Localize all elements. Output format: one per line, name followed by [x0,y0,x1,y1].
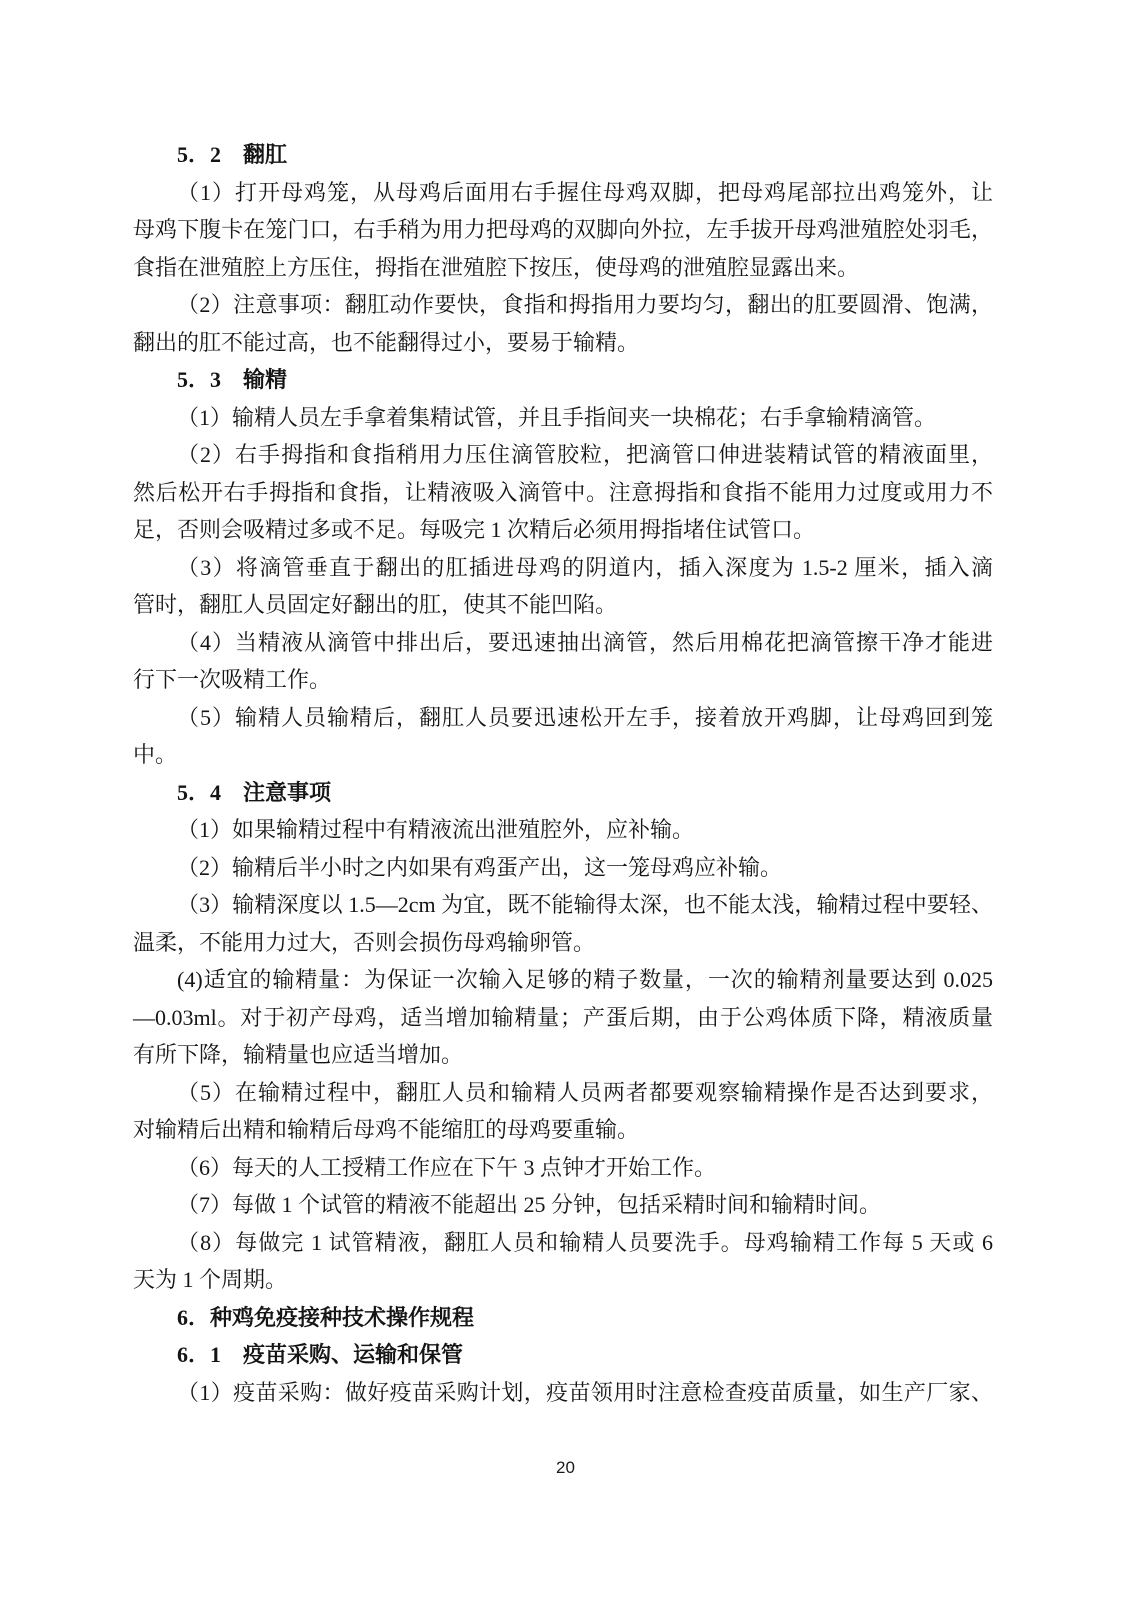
paragraph [133,961,993,1074]
text-line: 天为 1 个周期。 [133,1267,288,1292]
text-line: （1）打开母鸡笼，从母鸡后面用右手握住母鸡双脚，把母鸡尾部拉出鸡笼外，让 [177,179,993,205]
text-line: 对输精后出精和输精后母鸡不能缩肛的母鸡要重输。 [133,1117,640,1142]
section-heading [133,1299,993,1337]
section-heading [133,774,993,812]
section-heading [133,1336,993,1374]
text-line: （1）输精人员左手拿着集精试管，并且手指间夹一块棉花；右手拿输精滴管。 [177,404,937,430]
text-line: （3）将滴管垂直于翻出的肛插进母鸡的阴道内，插入深度为 1.5-2 厘米，插入滴 [177,554,993,580]
text-line: 管时，翻肛人员固定好翻出的肛，使其不能凹陷。 [133,592,618,617]
paragraph [133,174,993,287]
paragraph [133,1074,993,1149]
text-line: （4）当精液从滴管中排出后，要迅速抽出滴管，然后用棉花把滴管擦干净才能进 [177,629,993,655]
text-line: 翻出的肛不能过高，也不能翻得过小，要易于输精。 [133,329,640,355]
text-line: 5．3 输精 [177,367,288,392]
text-line: （2）输精后半小时之内如果有鸡蛋产出，这一笼母鸡应补输。 [177,854,783,880]
text-line: 6．1 疫苗采购、运输和保管 [177,1342,464,1367]
paragraph [133,1149,993,1187]
text-line: （7）每做 1 个试管的精液不能超出 25 分钟，包括采精时间和输精时间。 [177,1192,882,1217]
text-line: （5）输精人员输精后，翻肛人员要迅速松开左手，接着放开鸡脚，让母鸡回到笼 [177,704,993,730]
paragraph [133,1374,993,1412]
text-line: 行下一次吸精工作。 [133,667,332,692]
text-line: 有所下降，输精量也应适当增加。 [133,1042,464,1067]
text-line: (4)适宜的输精量：为保证一次输入足够的精子数量，一次的输精剂量要达到 0.025 [177,967,993,992]
paragraph [133,1224,993,1299]
text-line: 足，否则会吸精过多或不足。每吸完 1 次精后必须用拇指堵住试管口。 [133,517,816,542]
text-line: （1）如果输精过程中有精液流出泄殖腔外，应补输。 [177,817,695,842]
paragraph [133,811,993,849]
text-line: （8）每做完 1 试管精液，翻肛人员和输精人员要洗手。母鸡输精工作每 5 天或 6 [177,1229,993,1255]
text-line: 温柔，不能用力过大，否则会损伤母鸡输卵管。 [133,929,596,955]
page-number: 20 [556,1458,575,1477]
text-line: 母鸡下腹卡在笼门口，右手稍为用力把母鸡的双脚向外拉，左手拔开母鸡泄殖腔处羽毛， [133,217,993,242]
paragraph [133,624,993,699]
document-body [133,136,993,1411]
text-line: 5．2 翻肛 [177,142,288,167]
text-line: 然后松开右手拇指和食指，让精液吸入滴管中。注意拇指和食指不能用力过度或用力不 [133,479,993,505]
paragraph [133,886,993,961]
paragraph [133,849,993,887]
text-line: （2）右手拇指和食指稍用力压住滴管胶粒，把滴管口伸进装精试管的精液面里， [177,442,993,467]
text-line: 中。 [133,742,178,767]
text-line: （6）每天的人工授精工作应在下午 3 点钟才开始工作。 [177,1154,717,1180]
paragraph [133,436,993,549]
text-line: 5．4 注意事项 [177,779,332,805]
text-line: （3）输精深度以 1.5—2cm 为宜，既不能输得太深，也不能太浅，输精过程中要轻、 [177,892,993,917]
paragraph [133,549,993,624]
paragraph [133,699,993,774]
section-heading [133,136,993,174]
paragraph [133,1186,993,1224]
text-line: （1）疫苗采购：做好疫苗采购计划，疫苗领用时注意检查疫苗质量，如生产厂家、 [177,1379,993,1405]
text-line: （2）注意事项：翻肛动作要快，食指和拇指用力要均匀，翻出的肛要圆滑、饱满， [177,292,993,317]
paragraph [133,286,993,361]
text-line: （5）在输精过程中，翻肛人员和输精人员两者都要观察输精操作是否达到要求， [177,1079,993,1105]
section-heading [133,361,993,399]
text-line: 6．种鸡免疫接种技术操作规程 [177,1304,475,1330]
text-line: 食指在泄殖腔上方压住，拇指在泄殖腔下按压，使母鸡的泄殖腔显露出来。 [133,254,860,280]
text-line: —0.03ml。对于初产母鸡，适当增加输精量；产蛋后期，由于公鸡体质下降，精液质量 [133,1004,993,1030]
paragraph [133,399,993,437]
